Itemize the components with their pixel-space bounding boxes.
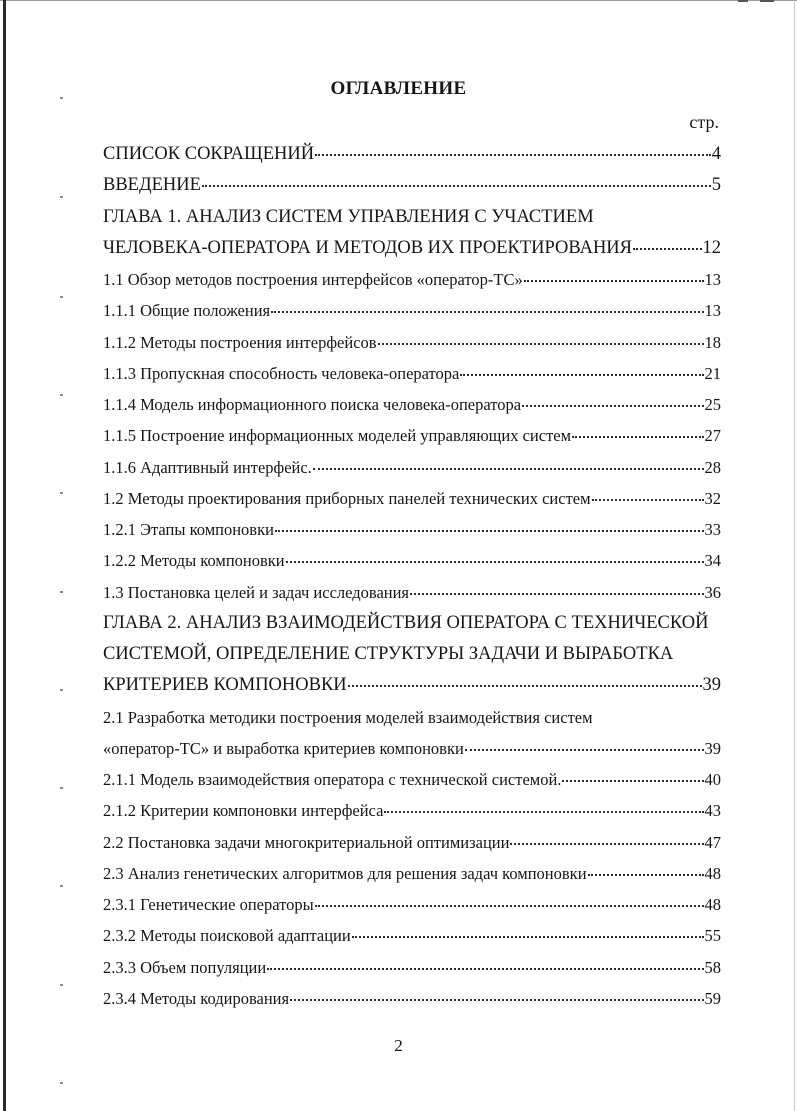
table-of-contents <box>103 139 721 1014</box>
toc-entry[interactable] <box>103 139 721 170</box>
toc-entry-title: 2.1 Разработка методики построения моделей взаимодействия систем <box>103 707 593 727</box>
dot-leader <box>378 343 704 345</box>
toc-entry-page: 28 <box>704 457 721 477</box>
dot-leader <box>202 185 711 187</box>
toc-entry-title: 1.1.1 Общие положения <box>103 301 271 321</box>
scan-speck <box>60 787 63 789</box>
toc-entry-title: 2.3.1 Генетические операторы <box>103 895 314 914</box>
toc-entry-title: СИСТЕМОЙ, ОПРЕДЕЛЕНИЕ СТРУКТУРЫ ЗАДАЧИ И ВЫРАБОТКА <box>103 644 674 664</box>
toc-entry-title: 2.3.3 Объем популяции <box>103 957 267 977</box>
scan-mark <box>760 0 774 2</box>
dot-leader <box>588 874 704 876</box>
toc-entry-page: 5 <box>711 175 721 196</box>
toc-entry[interactable] <box>103 202 721 233</box>
scan-speck <box>60 492 63 494</box>
toc-entry-title: 1.2.2 Методы компоновки <box>103 551 285 571</box>
toc-entry-page: 58 <box>704 957 721 977</box>
toc-entry[interactable] <box>103 639 721 670</box>
scan-speck <box>60 1082 63 1084</box>
toc-entry-page: 48 <box>704 895 721 914</box>
dot-leader <box>465 749 704 751</box>
dot-leader <box>286 561 704 563</box>
page-title: ОГЛАВЛЕНИЕ <box>330 78 467 99</box>
toc-entry-title: 1.1.4 Модель информационного поиска человека-оператора <box>103 395 522 414</box>
dot-leader <box>460 374 703 376</box>
scan-top-edge <box>0 0 797 1</box>
dot-leader <box>410 593 703 595</box>
toc-entry-title: ГЛАВА 2. АНАЛИЗ ВЗАИМОДЕЙСТВИЯ ОПЕРАТОРА С ТЕХНИЧЕСКОЙ <box>103 612 709 633</box>
dot-leader <box>267 968 703 970</box>
toc-entry[interactable] <box>103 233 721 264</box>
toc-entry[interactable] <box>103 483 721 514</box>
scan-speck <box>60 885 63 887</box>
dot-leader <box>524 280 704 282</box>
toc-entry-title: 1.1.2 Методы построения интерфейсов <box>103 332 377 352</box>
toc-entry[interactable] <box>103 295 721 326</box>
toc-entry[interactable] <box>103 920 721 951</box>
toc-entry[interactable] <box>103 795 721 826</box>
toc-entry-page: 39 <box>704 738 721 758</box>
toc-entry-page: 12 <box>702 237 721 258</box>
dot-leader <box>315 154 711 156</box>
toc-entry[interactable] <box>103 389 721 420</box>
toc-entry[interactable] <box>103 733 721 764</box>
toc-entry-title: ГЛАВА 1. АНАЛИЗ СИСТЕМ УПРАВЛЕНИЯ С УЧАСТИЕМ <box>103 206 594 227</box>
dot-leader <box>572 436 703 438</box>
dot-leader <box>352 936 704 938</box>
scan-speck <box>60 196 63 198</box>
toc-entry-page: 32 <box>704 488 721 508</box>
dot-leader <box>271 311 703 313</box>
toc-entry[interactable] <box>103 545 721 576</box>
toc-entry-page: 13 <box>704 301 721 321</box>
scan-speck <box>60 591 63 593</box>
dot-leader <box>313 468 704 470</box>
toc-entry-page: 59 <box>704 988 721 1008</box>
dot-leader <box>592 499 704 501</box>
toc-entry[interactable] <box>103 358 721 389</box>
scan-right-edge <box>794 0 795 1111</box>
scan-speck <box>60 296 63 298</box>
toc-entry[interactable] <box>103 264 721 295</box>
scan-left-edge <box>3 0 6 1111</box>
toc-entry-title: 1.1.6 Адаптивный интерфейс. <box>103 457 312 477</box>
toc-entry[interactable] <box>103 858 721 889</box>
toc-entry-title: СПИСОК СОКРАЩЕНИЙ <box>103 144 315 164</box>
toc-entry-page: 25 <box>704 395 721 414</box>
toc-entry-page: 36 <box>704 582 721 602</box>
toc-entry-page: 39 <box>702 675 721 696</box>
dot-leader <box>510 843 703 845</box>
toc-entry[interactable] <box>103 827 721 858</box>
toc-entry[interactable] <box>103 764 721 795</box>
toc-entry-title: 1.2 Методы проектирования приборных панелей технических систем <box>103 488 591 508</box>
toc-entry-page: 40 <box>704 770 721 789</box>
toc-entry-page: 21 <box>704 363 721 383</box>
dot-leader <box>275 530 704 532</box>
toc-entry-title: 1.1.3 Пропускная способность человека-оператора <box>103 363 460 383</box>
toc-entry-title: КРИТЕРИЕВ КОМПОНОВКИ <box>103 675 347 696</box>
toc-entry-title: 2.1.1 Модель взаимодействия оператора с технической системой. <box>103 770 562 789</box>
dot-leader <box>315 905 704 907</box>
toc-entry[interactable] <box>103 327 721 358</box>
page-number: 2 <box>394 1036 403 1055</box>
toc-entry-page: 27 <box>704 426 721 446</box>
dot-leader <box>522 405 703 407</box>
toc-entry[interactable] <box>103 577 721 608</box>
toc-entry[interactable] <box>103 702 721 733</box>
toc-entry-title: 2.3 Анализ генетических алгоритмов для решения задач компоновки <box>103 863 587 883</box>
pages-column-label: стр. <box>689 112 719 132</box>
toc-entry-page: 18 <box>704 332 721 352</box>
toc-entry-title: 1.1.5 Построение информационных моделей управляющих систем <box>103 426 572 446</box>
toc-entry-page: 48 <box>704 863 721 883</box>
toc-entry-page: 47 <box>704 832 721 852</box>
toc-entry[interactable] <box>103 952 721 983</box>
toc-entry-page: 43 <box>704 801 721 821</box>
toc-entry[interactable] <box>103 420 721 451</box>
toc-entry-title: 2.2 Постановка задачи многокритериальной оптимизации <box>103 832 510 852</box>
scan-speck <box>60 984 63 986</box>
toc-entry-title: 2.1.2 Критерии компоновки интерфейса <box>103 801 384 821</box>
dot-leader <box>633 248 701 250</box>
toc-entry-title: «оператор-ТС» и выработка критериев компоновки <box>103 738 464 758</box>
toc-entry-title: 1.2.1 Этапы компоновки <box>103 520 274 539</box>
scan-mark <box>738 0 748 2</box>
scan-speck <box>60 394 63 396</box>
toc-entry-title: ЧЕЛОВЕКА-ОПЕРАТОРА И МЕТОДОВ ИХ ПРОЕКТИРОВАНИЯ <box>103 237 633 258</box>
toc-entry-title: 1.1 Обзор методов построения интерфейсов «оператор-ТС» <box>103 270 523 289</box>
toc-entry[interactable] <box>103 514 721 545</box>
dot-leader <box>290 999 703 1001</box>
toc-entry-page: 33 <box>704 520 721 539</box>
toc-entry[interactable] <box>103 608 721 639</box>
toc-entry-title: 2.3.4 Методы кодирования <box>103 988 290 1008</box>
toc-entry[interactable] <box>103 983 721 1014</box>
toc-entry[interactable] <box>103 889 721 920</box>
toc-entry-page: 34 <box>704 551 721 571</box>
toc-entry-title: 2.3.2 Методы поисковой адаптации <box>103 926 351 946</box>
dot-leader <box>384 811 703 813</box>
toc-entry-page: 4 <box>711 144 721 164</box>
dot-leader <box>348 685 702 687</box>
scan-speck <box>60 689 63 691</box>
toc-entry-page: 13 <box>704 270 721 289</box>
toc-entry[interactable] <box>103 170 721 201</box>
dot-leader <box>562 780 703 782</box>
toc-entry[interactable] <box>103 452 721 483</box>
toc-entry-title: 1.3 Постановка целей и задач исследования <box>103 582 410 602</box>
toc-entry-page: 55 <box>704 926 721 946</box>
toc-entry-title: ВВЕДЕНИЕ <box>103 175 201 196</box>
toc-entry[interactable] <box>103 670 721 701</box>
